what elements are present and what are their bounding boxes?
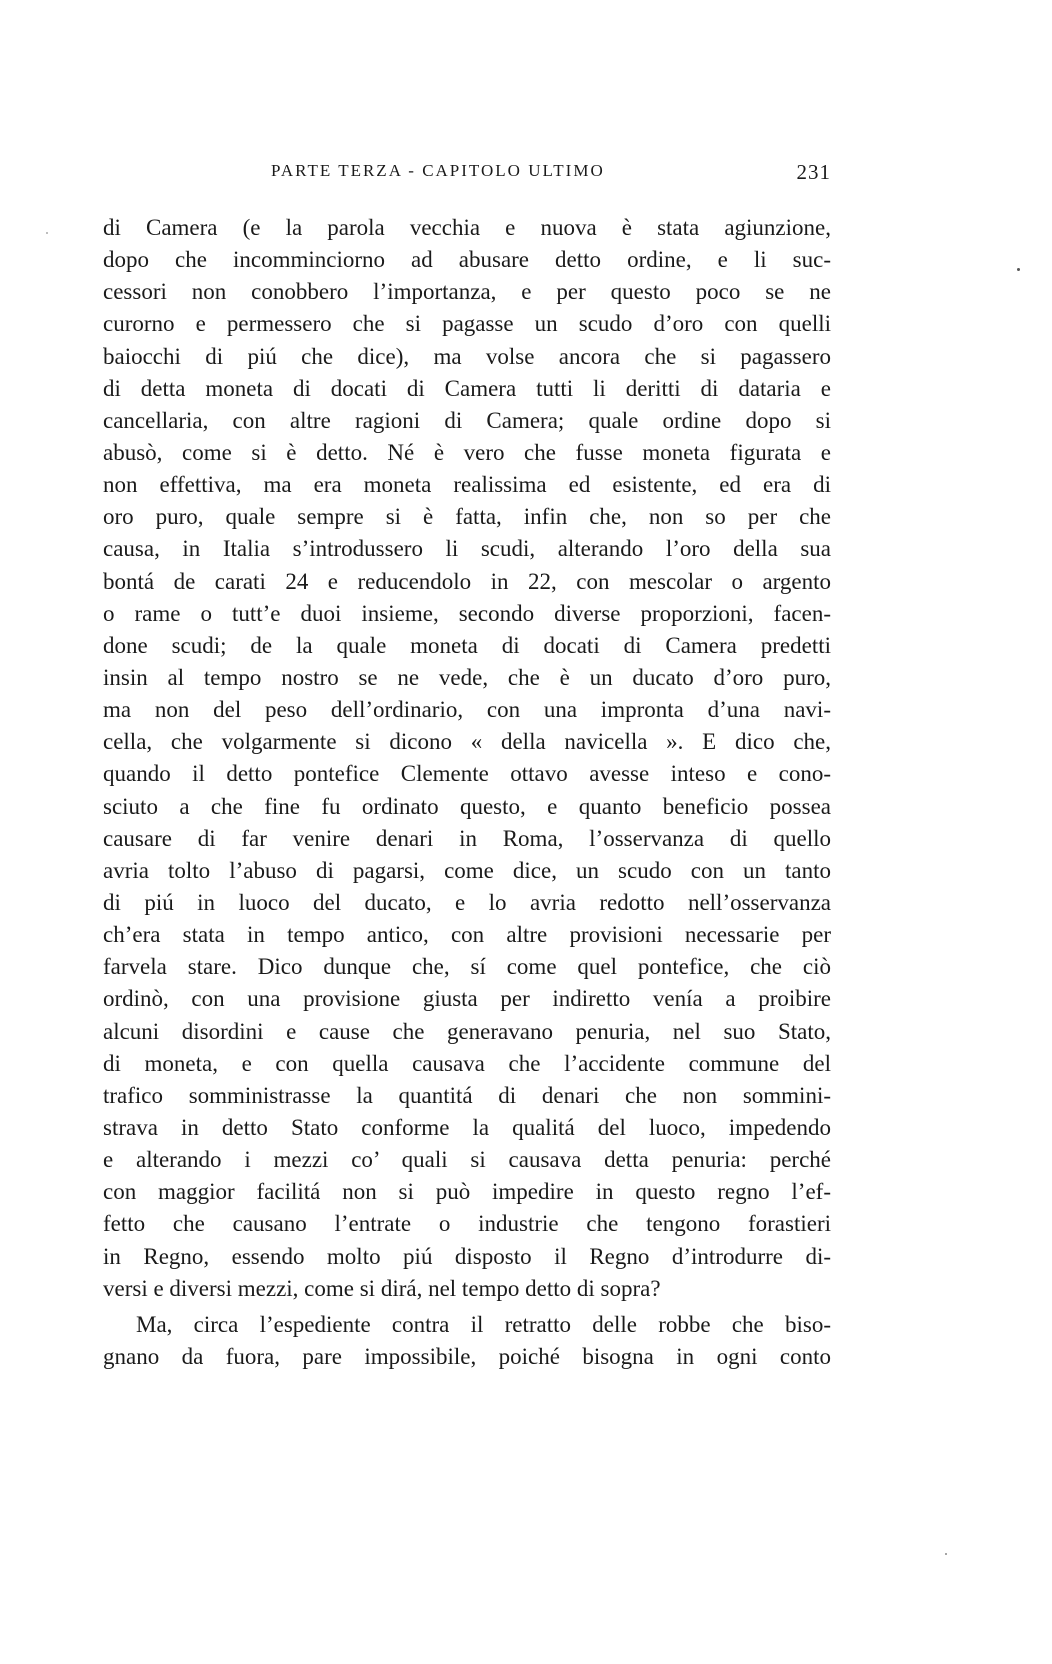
text-line: farvela stare. Dico dunque che, sí come quel pontefice, che ciò xyxy=(103,954,831,980)
text-line: di Camera (e la parola vecchia e nuova è stata agiunzione, xyxy=(103,215,831,240)
text-line: trafico somministrasse la quantitá di denari che non sommini- xyxy=(103,1082,831,1108)
scan-speck xyxy=(1017,268,1020,271)
text-line: di detta moneta di docati di Camera tutti li deritti di dataria e xyxy=(103,375,831,401)
paragraph-2 xyxy=(103,1309,831,1373)
text-line: ordinò, con una provisione giusta per indiretto venía a proibire xyxy=(103,986,831,1012)
scan-speck xyxy=(945,1553,947,1555)
scan-speck xyxy=(46,232,48,234)
running-head xyxy=(103,158,831,184)
text-line: oro puro, quale sempre si è fatta, infin che, non so per che xyxy=(103,504,831,530)
text-line: strava in detto Stato conforme la qualitá del luoco, impedendo xyxy=(103,1114,831,1140)
text-line: fetto che causano l’entrate o industrie che tengono forastieri xyxy=(103,1211,831,1237)
text-line: alcuni disordini e cause che generavano penuria, nel suo Stato, xyxy=(103,1018,831,1044)
text-line: Ma, circa l’espediente contra il retratto delle robbe che biso- xyxy=(136,1311,831,1337)
text-line: con maggior facilitá non si può impedire in questo regno l’ef- xyxy=(103,1179,831,1205)
running-title: PARTE TERZA - CAPITOLO ULTIMO xyxy=(271,161,605,180)
text-line: versi e diversi mezzi, come si dirá, nel tempo detto di sopra? xyxy=(103,1275,661,1301)
text-line: causare di far venire denari in Roma, l’osservanza di quello xyxy=(103,825,831,851)
paragraph-1 xyxy=(103,212,831,1305)
text-line: dopo che incomminciorno ad abusare detto ordine, e li suc- xyxy=(103,247,831,273)
text-line: done scudi; de la quale moneta di docati di Camera predetti xyxy=(103,632,831,658)
text-line: cella, che volgarmente si dicono « della navicella ». E dico che, xyxy=(103,729,831,755)
text-line: avria tolto l’abuso di pagarsi, come dice, un scudo con un tanto xyxy=(103,857,831,883)
text-line: ch’era stata in tempo antico, con altre provisioni necessarie per xyxy=(103,922,831,948)
text-line: cessori non conobbero l’importanza, e per questo poco se ne xyxy=(103,279,831,305)
text-line: sciuto a che fine fu ordinato questo, e quanto beneficio possea xyxy=(103,793,831,819)
text-line: di moneta, e con quella causava che l’accidente commune del xyxy=(103,1050,831,1076)
text-line: in Regno, essendo molto piú disposto il Regno d’introdurre di- xyxy=(103,1243,831,1269)
text-line: e alterando i mezzi co’ quali si causava detta penuria: perché xyxy=(103,1147,831,1173)
page-number: 231 xyxy=(796,160,831,184)
text-line: quando il detto pontefice Clemente ottavo avesse inteso e cono- xyxy=(103,761,831,787)
text-line: abusò, come si è detto. Né è vero che fusse moneta figurata e xyxy=(103,439,831,465)
body-text xyxy=(103,212,831,1373)
text-line: insin al tempo nostro se ne vede, che è un ducato d’oro puro, xyxy=(103,664,831,690)
text-line: baiocchi di piú che dice), ma volse ancora che si pagassero xyxy=(103,343,831,369)
text-line: di piú in luoco del ducato, e lo avria redotto nell’osservanza xyxy=(103,889,831,915)
text-line: non effettiva, ma era moneta realissima ed esistente, ed era di xyxy=(103,472,831,498)
text-line: o rame o tutt’e duoi insieme, secondo diverse proporzioni, facen- xyxy=(103,600,831,626)
text-line: bontá de carati 24 e reducendolo in 22, con mescolar o argento xyxy=(103,568,831,594)
text-line: curorno e permessero che si pagasse un scudo d’oro con quelli xyxy=(103,311,831,337)
text-line: cancellaria, con altre ragioni di Camera; quale ordine dopo si xyxy=(103,407,831,433)
text-line: causa, in Italia s’introdussero li scudi, alterando l’oro della sua xyxy=(103,536,831,562)
text-line: ma non del peso dell’ordinario, con una impronta d’una navi- xyxy=(103,697,831,723)
text-line: gnano da fuora, pare impossibile, poiché bisogna in ogni conto xyxy=(103,1343,831,1369)
